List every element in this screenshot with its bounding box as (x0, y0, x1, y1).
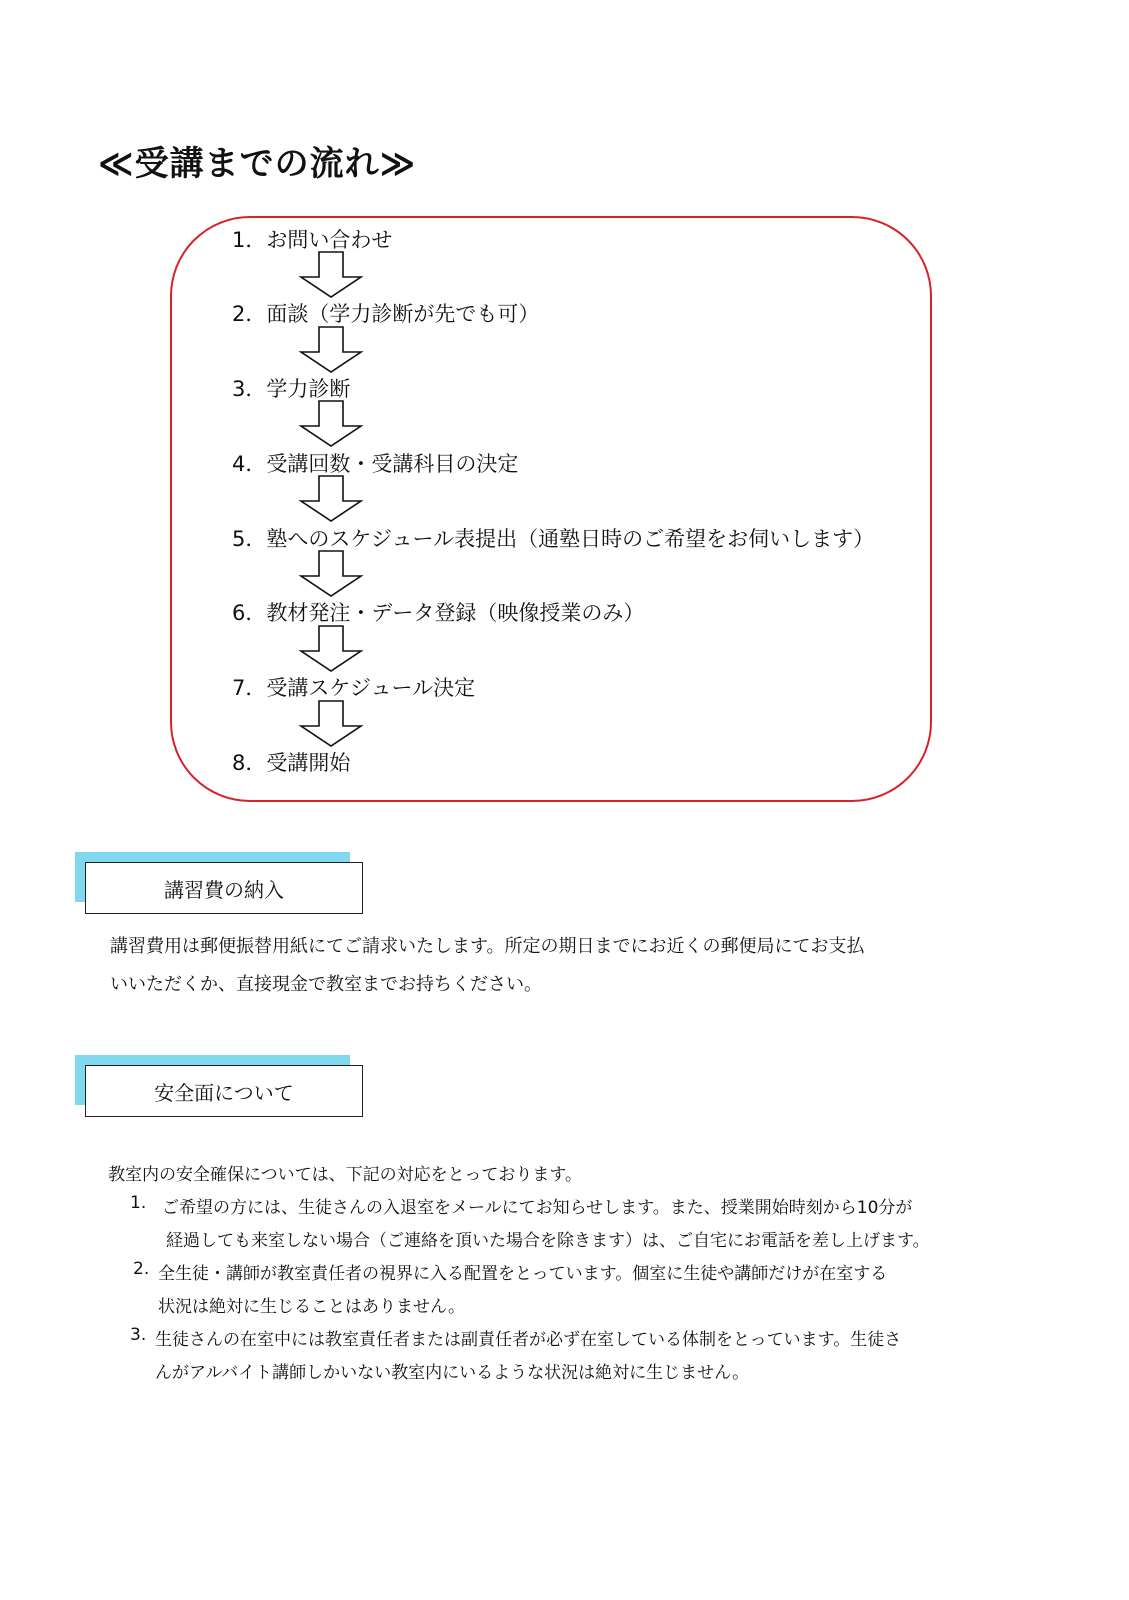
safety-item-1-line-1: ご希望の方には、生徒さんの入退室をメールにてお知らせします。また、授業開始時刻から10分が (162, 1198, 913, 1218)
down-arrow-icon (298, 700, 364, 748)
flow-step-3: 3．学力診断 (232, 377, 351, 401)
payment-section-heading (75, 852, 365, 912)
page-title: ≪受講までの流れ≫ (98, 144, 417, 184)
payment-line-1: 講習費用は郵便振替用紙にてご請求いたします。所定の期日までにお近くの郵便局にてお支払 (110, 936, 865, 957)
payment-text (110, 928, 865, 1004)
flow-step-4: 4．受講回数・受講科目の決定 (232, 452, 519, 476)
safety-intro: 教室内の安全確保については、下記の対応をとっております。 (108, 1165, 582, 1185)
safety-section-heading (75, 1055, 365, 1115)
safety-item-2-line-2: 状況は絶対に生じることはありません。 (158, 1297, 466, 1317)
safety-item-3-line-2: んがアルバイト講師しかいない教室内にいるような状況は絶対に生じません。 (155, 1363, 750, 1383)
flow-step-2: 2．面談（学力診断が先でも可） (232, 302, 540, 326)
safety-item-1-line-2: 経過しても来室しない場合（ご連絡を頂いた場合を除きます）は、ご自宅にお電話を差し上げます。 (166, 1231, 930, 1251)
flow-step-6: 6．教材発注・データ登録（映像授業のみ） (232, 601, 645, 625)
safety-item-3-line-1: 生徒さんの在室中には教室責任者または副責任者が必ず在室している体制をとっています。生徒さ (155, 1330, 902, 1350)
safety-item-2-line-1: 全生徒・講師が教室責任者の視界に入る配置をとっています。個室に生徒や講師だけが在室する (158, 1264, 888, 1284)
flow-step-5: 5．塾へのスケジュール表提出（通塾日時のご希望をお伺いします） (232, 527, 875, 551)
flow-step-8: 8．受講開始 (232, 751, 351, 775)
safety-item-1-number: 1. (130, 1193, 147, 1213)
down-arrow-icon (298, 326, 364, 374)
payment-line-2: いいただくか、直接現金で教室までお持ちください。 (110, 974, 542, 995)
flow-step-1: 1．お問い合わせ (232, 228, 393, 252)
safety-item-2-number: 2. (133, 1259, 150, 1279)
safety-heading-label: 安全面について (85, 1065, 363, 1117)
safety-item-3-number: 3. (130, 1325, 147, 1345)
down-arrow-icon (298, 475, 364, 523)
down-arrow-icon (298, 251, 364, 299)
payment-heading-label: 講習費の納入 (85, 862, 363, 914)
down-arrow-icon (298, 625, 364, 673)
down-arrow-icon (298, 550, 364, 598)
flow-step-7: 7．受講スケジュール決定 (232, 676, 476, 700)
down-arrow-icon (298, 400, 364, 448)
